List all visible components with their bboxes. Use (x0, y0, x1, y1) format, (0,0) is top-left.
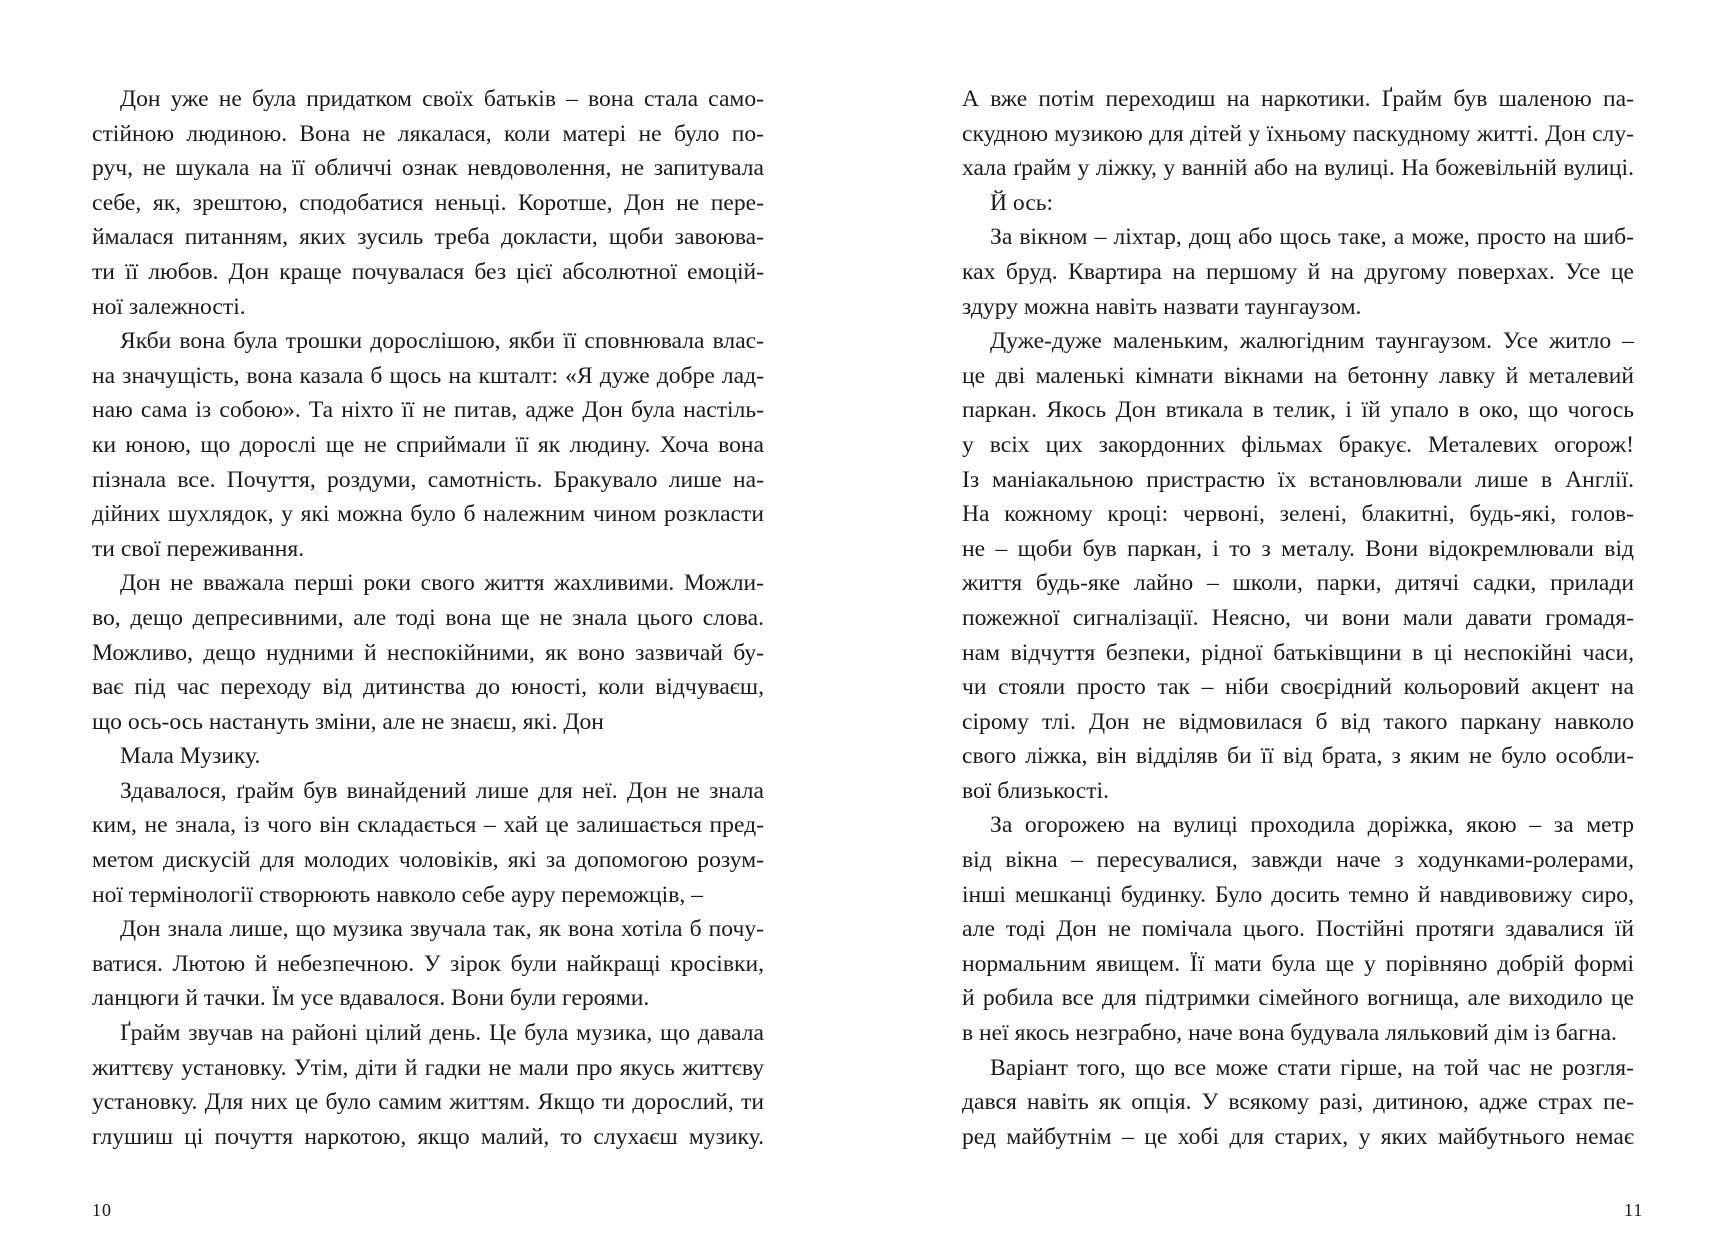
text-line: не – щоби був паркан, і то з металу. Вони відокремлювали від (962, 535, 1634, 562)
text-line: свого ліжка, він відділяв би її від брата, з яким не було особли- (962, 743, 1634, 770)
left-page-body (92, 82, 764, 1154)
text-line: ти її любов. Дон краще почувалася без цієї абсолютної емоцій- (92, 258, 764, 285)
text-line: нам відчуття безпеки, рідної батьківщини в ці неспокійні часи, (962, 639, 1634, 666)
text-line: здуру можна навіть назвати таунгаузом. (962, 293, 1362, 320)
text-line: Ґрайм звучав на районі цілий день. Це була музика, що давала (120, 1020, 764, 1047)
text-line: на значущість, вона казала б щось на кшталт: «Я дуже добре лад- (92, 362, 764, 389)
text-line: Можливо, дещо нудними й неспокійними, як воно зазвичай бу- (92, 639, 764, 666)
text-line: ває під час переходу від дитинства до юності, коли відчуваєш, (92, 674, 764, 701)
text-line: стійною людиною. Вона не лякалася, коли матері не було по- (92, 120, 764, 147)
text-line: життєву установку. Утім, діти й гадки не мали про якусь життєву (92, 1054, 764, 1081)
text-line: ної залежності. (92, 293, 246, 320)
text-line: від вікна – пересувалися, завжди наче з ходунками-ролерами, (962, 847, 1634, 874)
text-line: установку. Для них це було самим життям. Якщо ти дорослий, ти (92, 1089, 764, 1116)
text-line: в неї якось незграбно, наче вона будувала ляльковий дім із багна. (962, 1020, 1617, 1047)
text-line: сірому тлі. Дон не відмовилася б від такого паркану навколо (962, 708, 1634, 735)
text-line: чи стояли просто так – ніби своєрідний кольоровий акцент на (962, 674, 1634, 701)
text-line: метом дискусій для молодих чоловіків, які за допомогою розум- (92, 847, 764, 874)
text-line: ймалася питанням, яких зусиль треба докласти, щоби завоюва- (92, 224, 764, 251)
text-line: Здавалося, ґрайм був винайдений лише для неї. Дон не знала (120, 777, 764, 804)
text-line: Варіант того, що все може стати гірше, на той час не розгля- (990, 1054, 1634, 1081)
right-page-number: 11 (1624, 1200, 1644, 1220)
text-line: глушиш ці почуття наркотою, якщо малий, то слухаєш музику. (92, 1123, 764, 1150)
text-line: вої близькості. (962, 777, 1110, 804)
text-line: Із маніакальною пристрастю їх встановлювали лише в Англії. (962, 466, 1634, 493)
text-line: За вікном – ліхтар, дощ або щось таке, а може, просто на шиб- (990, 224, 1634, 251)
text-line: во, дещо депресивними, але тоді вона ще не знала цього слова. (92, 604, 764, 631)
text-line: це дві маленькі кімнати вікнами на бетонну лавку й металевий (962, 362, 1634, 389)
text-line: нормальним явищем. Її мати була ще у порівняно добрій формі (962, 950, 1634, 977)
right-page-body (962, 82, 1634, 1154)
text-line: життя будь-яке лайно – школи, парки, дитячі садки, прилади (962, 570, 1634, 597)
text-line: пізнала все. Почуття, роздуми, самотність. Бракувало лише на- (92, 466, 764, 493)
text-line: Якби вона була трошки дорослішою, якби її сповнювала влас- (120, 328, 764, 355)
text-line: Мала Музику. (120, 743, 261, 770)
text-line: А вже потім переходиш на наркотики. Ґрайм був шаленою па- (962, 86, 1634, 112)
text-line: що ось-ось настануть зміни, але не знаєш, які. Дон (92, 708, 604, 735)
text-line: На кожному кроці: червоні, зелені, блакитні, будь-які, голов- (962, 501, 1634, 528)
text-line: у всіх цих закордонних фільмах бракує. Металевих огорож! (962, 431, 1634, 458)
text-line: Дон знала лише, що музика звучала так, як вона хотіла б почу- (120, 916, 764, 943)
left-page-number: 10 (92, 1200, 112, 1220)
text-line: ланцюги й тачки. Їм усе вдавалося. Вони були героями. (92, 985, 650, 1012)
text-line: але тоді Дон не помічала цього. Постійні протяги здавалися їй (962, 916, 1634, 943)
text-line: й робила все для підтримки сімейного вогнища, але виходило це (962, 985, 1634, 1012)
text-line: хала ґрайм у ліжку, у ванній або на вулиці. На божевільній вулиці. (962, 155, 1634, 182)
text-line: пожежної сигналізації. Неясно, чи вони мали давати громадя- (962, 604, 1634, 631)
text-line: За огорожею на вулиці проходила доріжка, якою – за метр (990, 812, 1634, 839)
text-line: ки юною, що дорослі ще не сприймали її як людину. Хоча вона (92, 431, 764, 458)
text-line: Дон уже не була придатком своїх батьків – вона стала само- (120, 86, 764, 112)
text-line: себе, як, зрештою, сподобатися неньці. Коротше, Дон не пере- (92, 189, 764, 216)
text-line: Дуже-дуже маленьким, жалюгідним таунгаузом. Усе житло – (990, 328, 1634, 355)
text-line: наю сама із собою». Та ніхто її не питав, адже Дон була настіль- (92, 397, 764, 424)
text-line: дійних шухлядок, у які можна було б належним чином розкласти (92, 501, 764, 528)
text-line: дався навіть як опція. У всякому разі, дитиною, адже страх пе- (962, 1089, 1634, 1116)
text-line: ватися. Лютою й небезпечною. У зірок були найкращі кросівки, (92, 950, 764, 977)
text-line: паркан. Якось Дон втикала в телик, і їй упало в око, що чогось (962, 397, 1634, 424)
text-line: ред майбутнім – це хобі для старих, у яких майбутнього немає (962, 1123, 1634, 1150)
text-line: ної термінології створюють навколо себе ауру переможців, – (92, 881, 703, 908)
text-line: Й ось: (990, 189, 1054, 216)
text-line: ках бруд. Квартира на першому й на другому поверхах. Усе це (962, 258, 1634, 285)
text-line: руч, не шукала на її обличчі ознак невдоволення, не запитувала (92, 155, 764, 182)
text-line: скудною музикою для дітей у їхньому паскудному житті. Дон слу- (962, 120, 1634, 147)
text-line: ким, не знала, із чого він складається – хай це залишається пред- (92, 812, 764, 839)
text-line: ти свої переживання. (92, 535, 305, 562)
text-line: інші мешканці будинку. Було досить темно й навдивовижу сиро, (962, 881, 1634, 908)
text-line: Дон не вважала перші роки свого життя жахливими. Можли- (120, 570, 764, 597)
